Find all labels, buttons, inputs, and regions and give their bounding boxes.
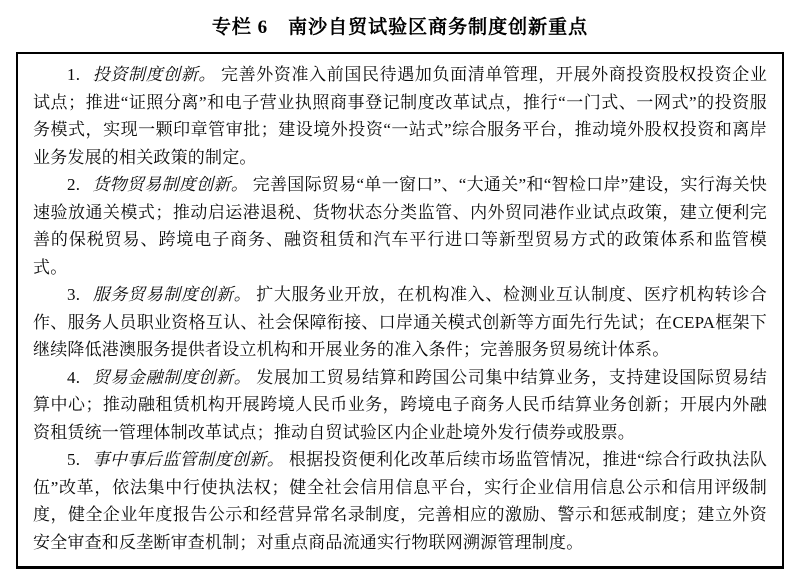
paragraph-goods-trade-system (33, 171, 767, 281)
page-title: 专栏 6 南沙自贸试验区商务制度创新重点 (211, 17, 589, 38)
paragraph-lead: 投资制度创新。 (92, 65, 217, 84)
paragraph-number: 3. (67, 285, 81, 304)
paragraph-lead: 货物贸易制度创新。 (92, 175, 249, 194)
paragraph-service-trade-system (33, 281, 767, 364)
paragraph-body: 扩大服务业开放，在机构准入、检测业互认制度、医疗机构转诊合作、服务人员职业资格互认、社会保障衔接、口岸通关模式创新等方面先行先试；在CEPA框架下继续降低港澳服务提供者设立机构和开展业务的准入条件；完善服务贸易统计体系。 (33, 285, 768, 359)
paragraph-investment-system (33, 61, 767, 171)
paragraph-trade-finance-system (33, 364, 767, 447)
content-box (16, 52, 784, 569)
paragraph-lead: 贸易金融制度创新。 (92, 367, 252, 387)
paragraph-supervision-system (33, 446, 767, 556)
paragraph-number: 2. (67, 175, 81, 194)
paragraph-body: 完善国际贸易“单一窗口”、“大通关”和“智检口岸”建设，实行海关快速验放通关模式；推动启运港退税、货物状态分类监管、内外贸同港作业试点政策，建立便利完善的保税贸易、跨境电子商务、融资租赁和汽车平行进口等新型贸易方式的政策体系和监管模式。 (33, 175, 767, 277)
paragraph-body: 完善外资准入前国民待遇加负面清单管理，开展外商投资股权投资企业试点；推进“证照分离”和电子营业执照商事登记制度改革试点，推行“一门式、一网式”的投资服务模式，实现一颗印章管审批；建设境外投资“一站式”综合服务平台，推动境外股权投资和离岸业务发展的相关政策的制定。 (33, 65, 768, 167)
paragraph-number: 5. (67, 450, 81, 469)
paragraph-body: 根据投资便利化改革后续市场监管情况，推进“综合行政执法队伍”改革，依法集中行使执法权；健全社会信用信息平台，实行企业信用信息公示和信用评级制度，健全企业年度报告公示和经营异常名录制度，完善相应的激励、警示和惩戒制度；建立外资安全审查和反垄断审查机制；对重点商品流通实行物联网溯源管理制度。 (33, 450, 768, 552)
paragraph-lead: 服务贸易制度创新。 (92, 285, 252, 304)
paragraph-number: 4. (67, 367, 81, 387)
paragraph-number: 1. (67, 65, 81, 84)
document-page (0, 12, 800, 579)
paragraph-lead: 事中事后监管制度创新。 (92, 450, 285, 469)
paragraph-body: 发展加工贸易结算和跨国公司集中结算业务，支持建设国际贸易结算中心；推动融租赁机构开展跨境人民币业务，跨境电子商务人民币结算业务创新；开展内外融资租赁统一管理体制改革试点；推动自贸试验区内企业赴境外发行债券或股票。 (33, 367, 768, 442)
